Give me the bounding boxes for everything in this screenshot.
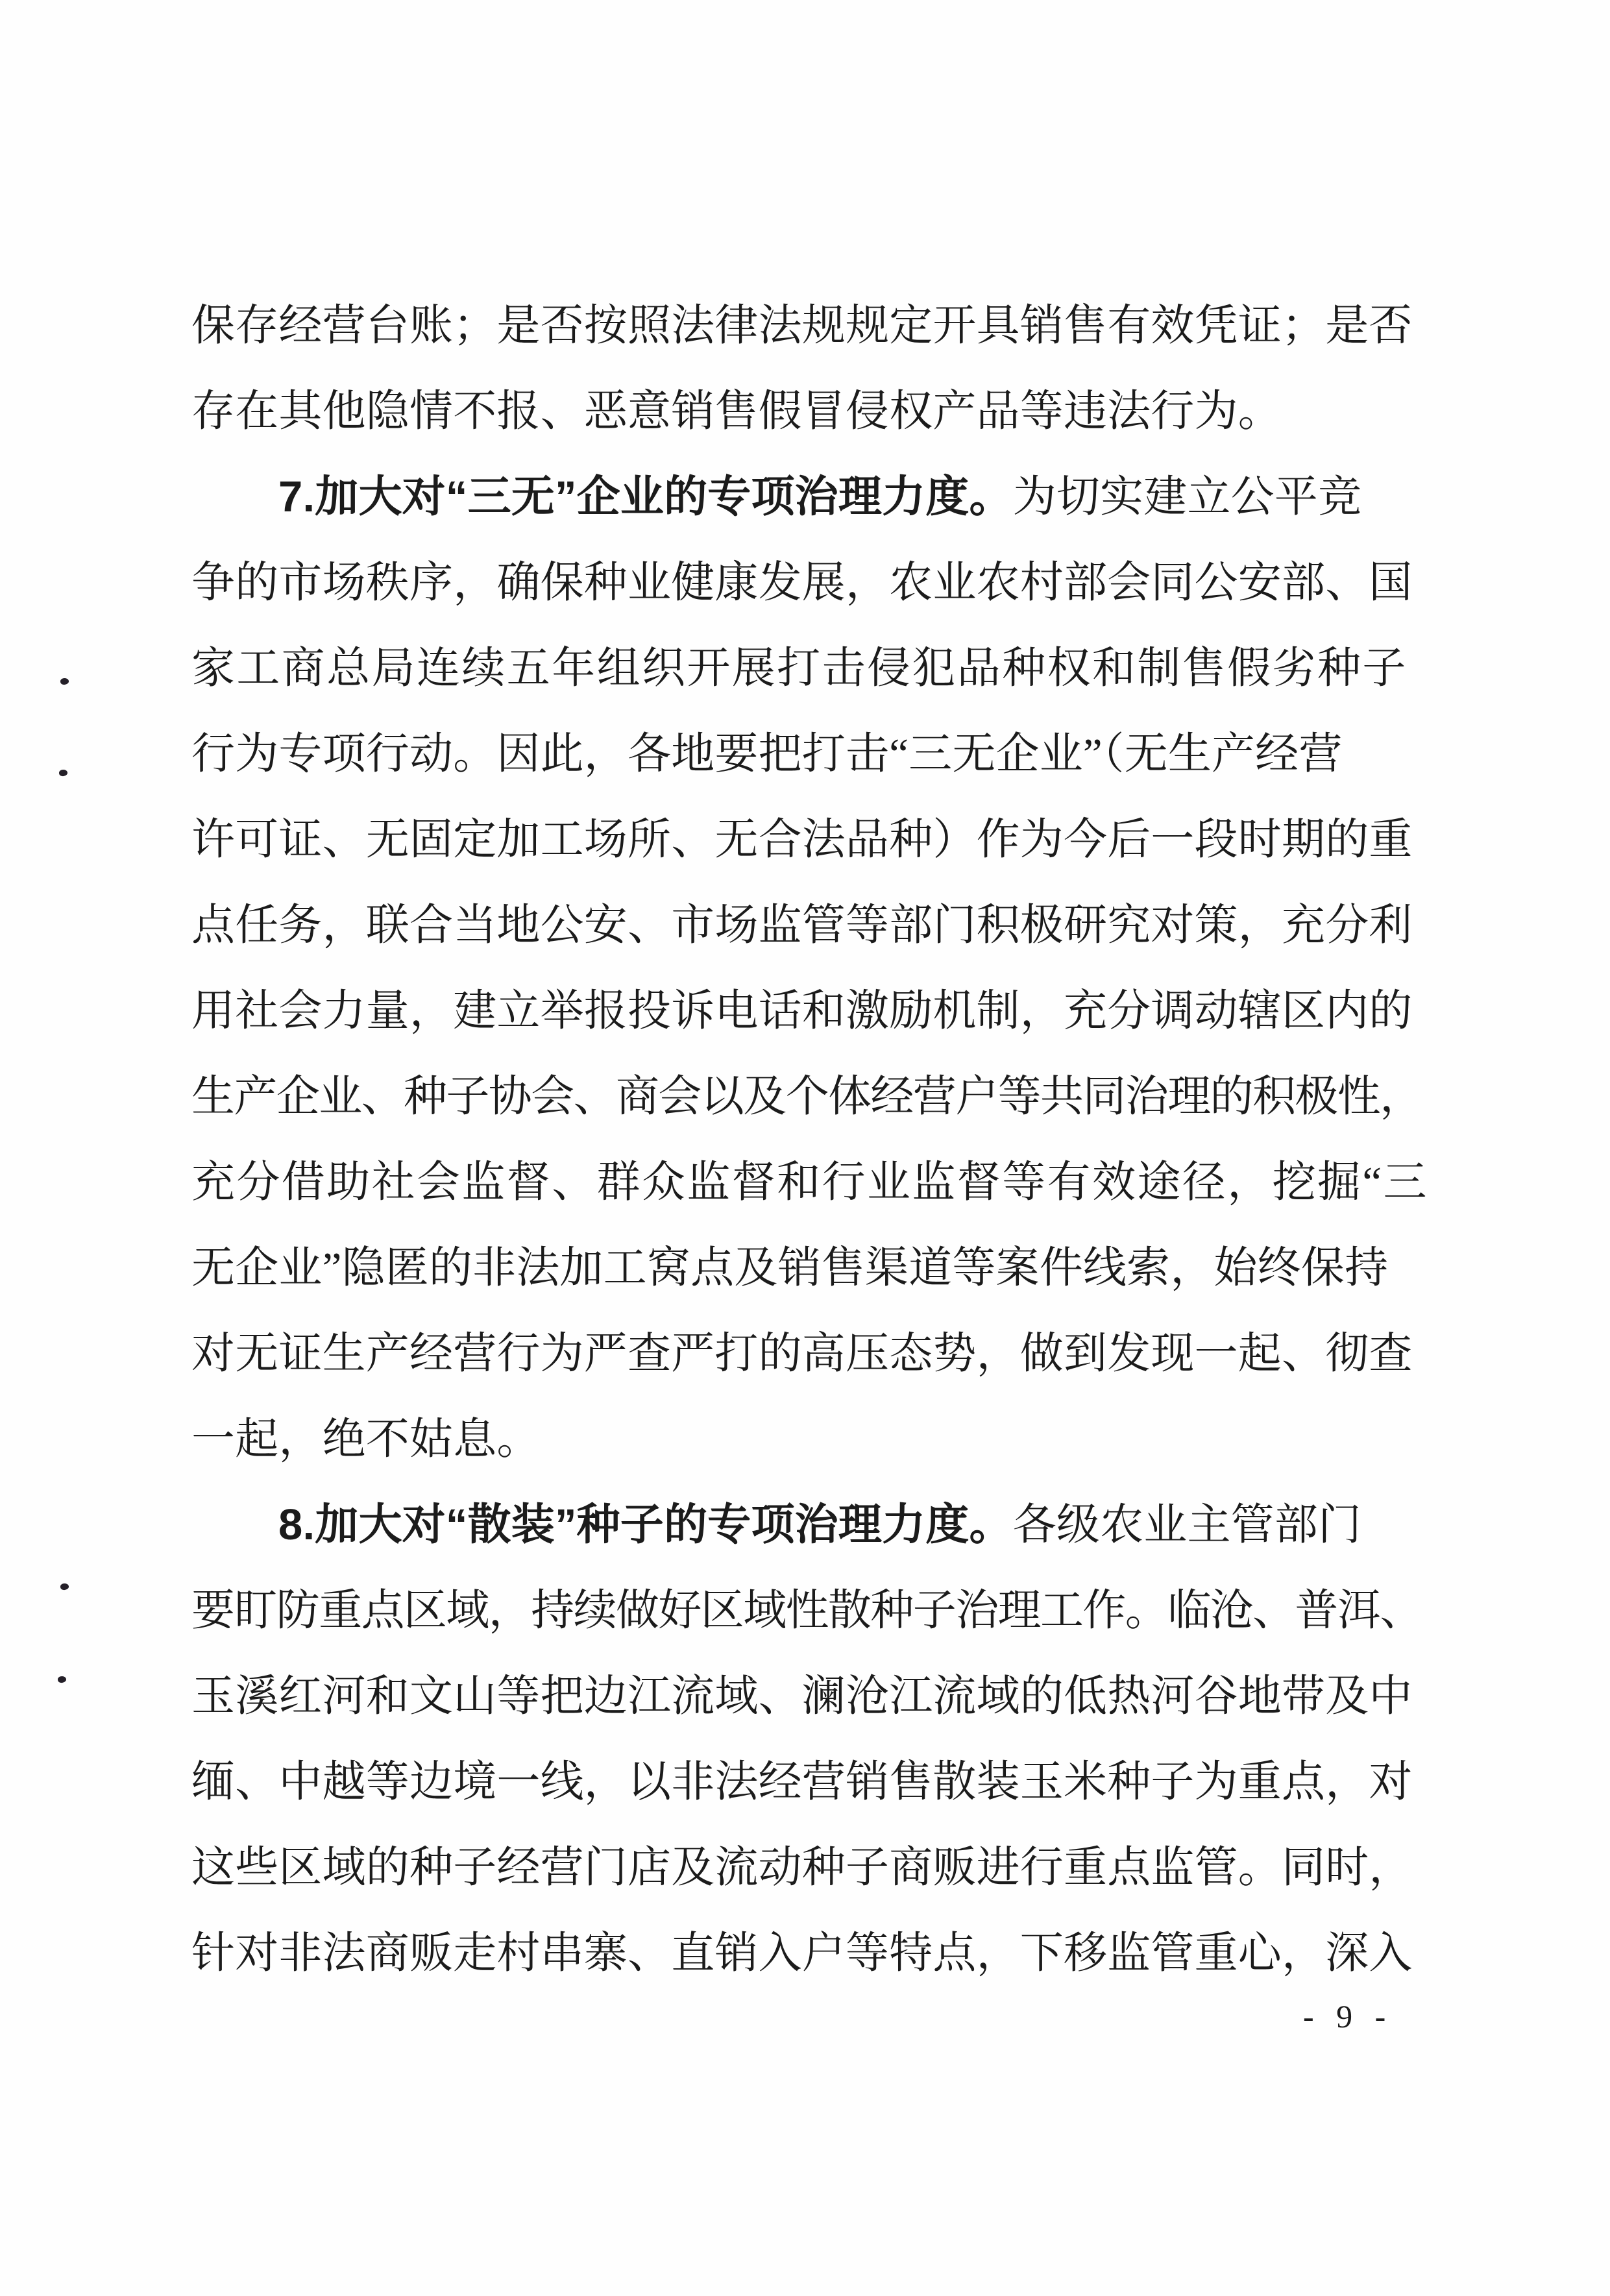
- text-run: 各级农业主管部门: [1012, 1501, 1362, 1549]
- heading-item-8: 8.加大对“散装”种子的专项治理力度。: [278, 1500, 1013, 1549]
- text-line: 生产企业、种子协会、商会以及个体经营户等共同治理的积极性，: [191, 1073, 1422, 1121]
- text-line: 玉溪红河和文山等把边江流域、澜沧江流域的低热河谷地带及中: [191, 1672, 1413, 1720]
- text-line: 无企业”隐匿的非法加工窝点及销售渠道等案件线索，始终保持: [191, 1244, 1389, 1292]
- text-line: 要盯防重点区域，持续做好区域性散种子治理工作。临沧、普洱、: [191, 1587, 1422, 1635]
- margin-mark: [58, 769, 67, 777]
- margin-mark: [60, 678, 69, 685]
- text-line: 家工商总局连续五年组织开展打击侵犯品种权和制售假劣种子: [191, 644, 1408, 692]
- text-line: 许可证、无固定加工场所、无合法品种）作为今后一段时期的重: [191, 816, 1413, 864]
- text-line: 点任务，联合当地公安、市场监管等部门积极研究对策，充分利: [191, 901, 1413, 949]
- heading-item-7: 7.加大对“三无”企业的专项治理力度。: [278, 472, 1013, 521]
- document-text: [191, 283, 1428, 1996]
- text-line: 这些区域的种子经营门店及流动种子商贩进行重点监管。同时，: [191, 1844, 1413, 1892]
- text-line: 针对非法商贩走村串寨、直销入户等特点，下移监管重心，深入: [191, 1929, 1413, 1977]
- margin-mark: [60, 1583, 69, 1591]
- paragraph-7-heading-line: [191, 454, 1409, 540]
- text-line: 充分借助社会监督、群众监督和行业监督等有效途径，挖掘“三: [191, 1158, 1428, 1206]
- text-line: 一起，绝不姑息。: [191, 1415, 541, 1463]
- text-line: 缅、中越等边境一线，以非法经营销售散装玉米种子为重点，对: [191, 1758, 1413, 1806]
- text-line: 保存经营台账；是否按照法律法规规定开具销售有效凭证；是否: [191, 302, 1413, 350]
- text-line: 存在其他隐情不报、恶意销售假冒侵权产品等违法行为。: [191, 387, 1282, 435]
- page-number: - 9 -: [1303, 1998, 1393, 2034]
- text-line: 行为专项行动。因此，各地要把打击“三无企业”（无生产经营: [191, 730, 1343, 778]
- text-line: 争的市场秩序，确保种业健康发展，农业农村部会同公安部、国: [191, 559, 1413, 607]
- text-run: 为切实建立公平竞: [1012, 473, 1362, 521]
- text-line: 用社会力量，建立举报投诉电话和激励机制，充分调动辖区内的: [191, 987, 1413, 1035]
- paragraph-8-heading-line: [191, 1482, 1409, 1568]
- text-line: 对无证生产经营行为严查严打的高压态势，做到发现一起、彻查: [191, 1330, 1413, 1378]
- margin-mark: [57, 1676, 66, 1683]
